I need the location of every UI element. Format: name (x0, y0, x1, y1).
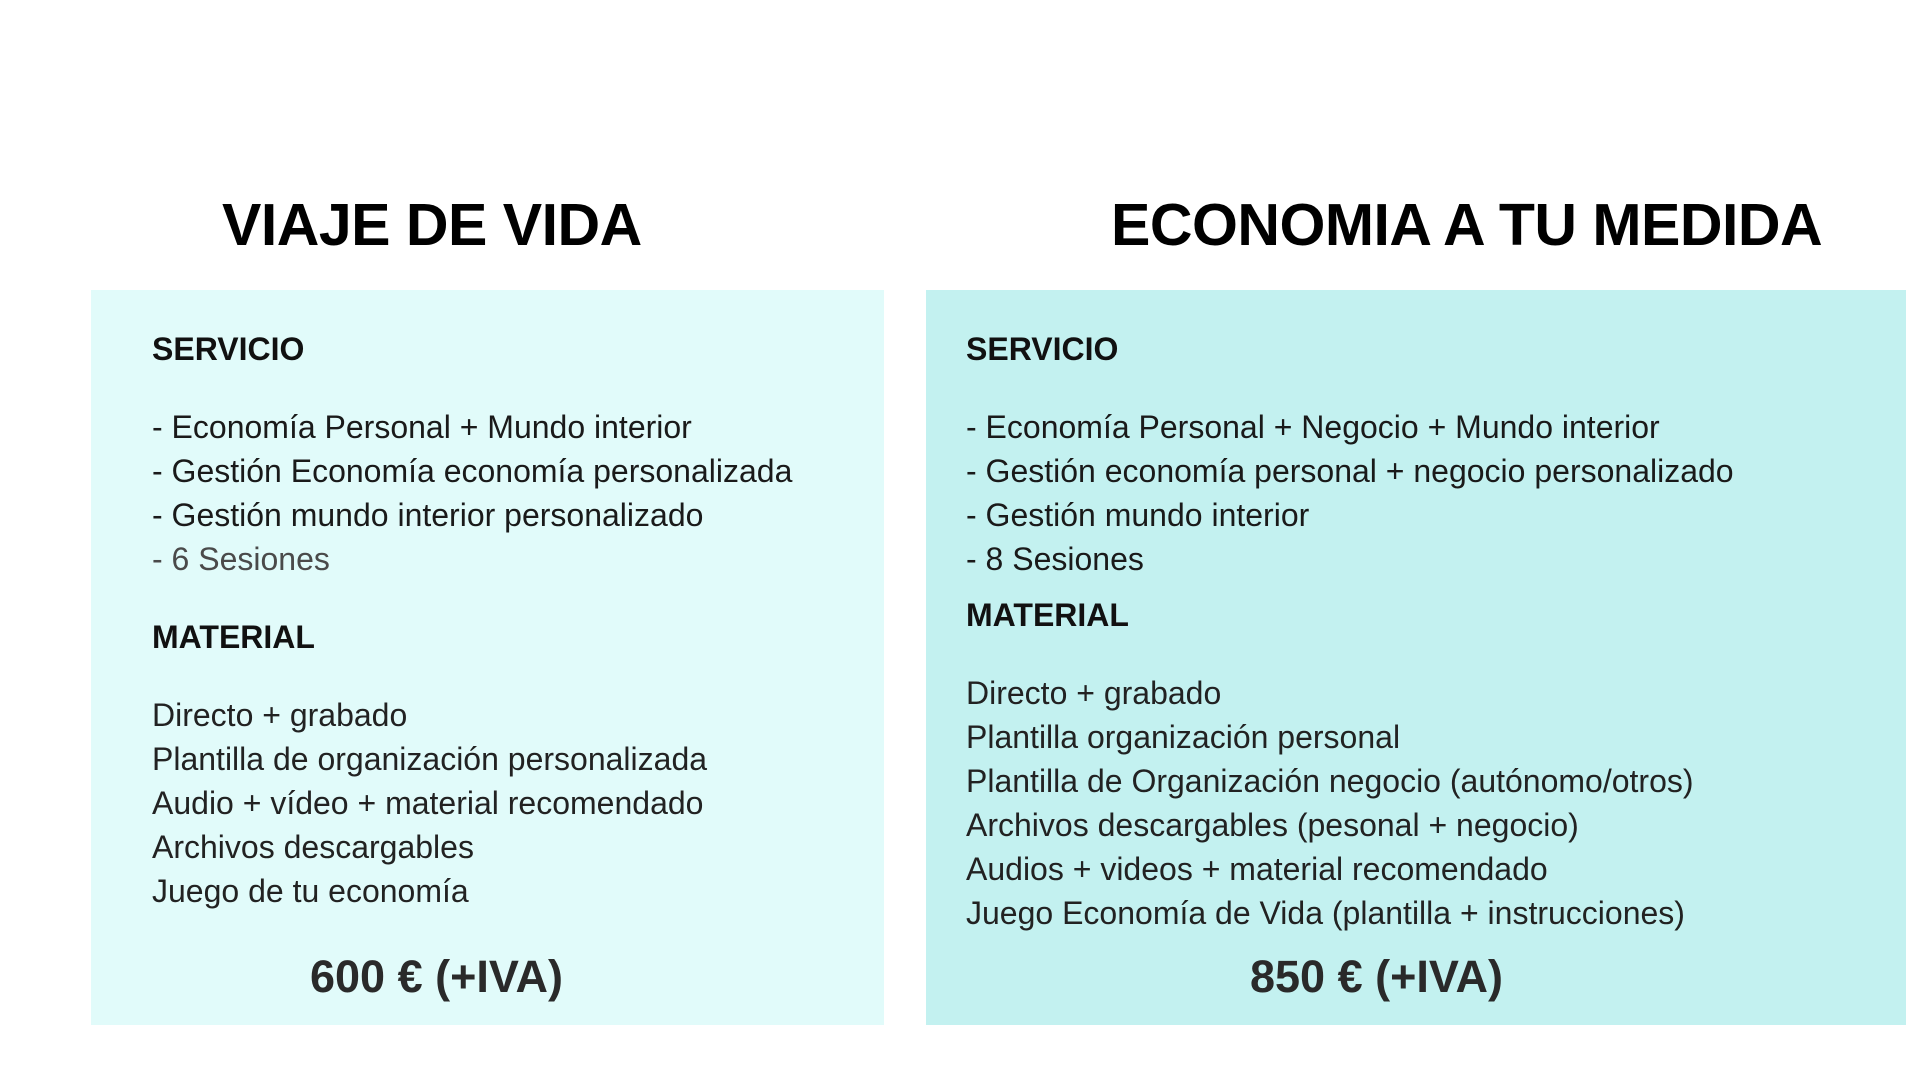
plan-title-viaje-de-vida: VIAJE DE VIDA (222, 192, 642, 258)
material-item: Archivos descargables (pesonal + negocio) (966, 807, 1579, 843)
servicio-item: - Gestión mundo interior personalizado (152, 497, 704, 533)
material-item: Juego de tu economía (152, 873, 469, 909)
material-item: Audio + vídeo + material recomendado (152, 785, 704, 821)
plan-title-economia-a-tu-medida: ECONOMIA A TU MEDIDA (1111, 192, 1823, 258)
material-item: Directo + grabado (966, 675, 1222, 711)
servicio-item: - Economía Personal + Negocio + Mundo interior (966, 409, 1660, 445)
plan-card-viaje-de-vida (91, 290, 884, 1025)
servicio-item: - Gestión mundo interior (966, 497, 1310, 533)
material-item: Directo + grabado (152, 697, 408, 733)
plan-price: 600 € (+IVA) (310, 951, 564, 1002)
material-heading: MATERIAL (152, 619, 315, 655)
servicio-item: - 6 Sesiones (152, 541, 330, 577)
plan-card-economia-a-tu-medida (926, 290, 1906, 1025)
material-item: Plantilla de organización personalizada (152, 741, 708, 777)
servicio-heading: SERVICIO (152, 331, 305, 367)
servicio-list (966, 405, 1886, 581)
material-heading: MATERIAL (966, 597, 1129, 633)
servicio-item: - Economía Personal + Mundo interior (152, 409, 692, 445)
servicio-item: - 8 Sesiones (966, 541, 1144, 577)
servicio-heading: SERVICIO (966, 331, 1119, 367)
servicio-item: - Gestión economía personal + negocio personalizado (966, 453, 1734, 489)
servicio-list (152, 405, 864, 581)
plan-price: 850 € (+IVA) (1250, 951, 1504, 1002)
servicio-item: - Gestión Economía economía personalizada (152, 453, 793, 489)
material-item: Archivos descargables (152, 829, 474, 865)
material-list (966, 671, 1886, 935)
material-item: Audios + videos + material recomendado (966, 851, 1548, 887)
material-item: Juego Economía de Vida (plantilla + instrucciones) (966, 895, 1685, 931)
material-item: Plantilla organización personal (966, 719, 1401, 755)
material-list (152, 693, 864, 913)
material-item: Plantilla de Organización negocio (autónomo/otros) (966, 763, 1694, 799)
